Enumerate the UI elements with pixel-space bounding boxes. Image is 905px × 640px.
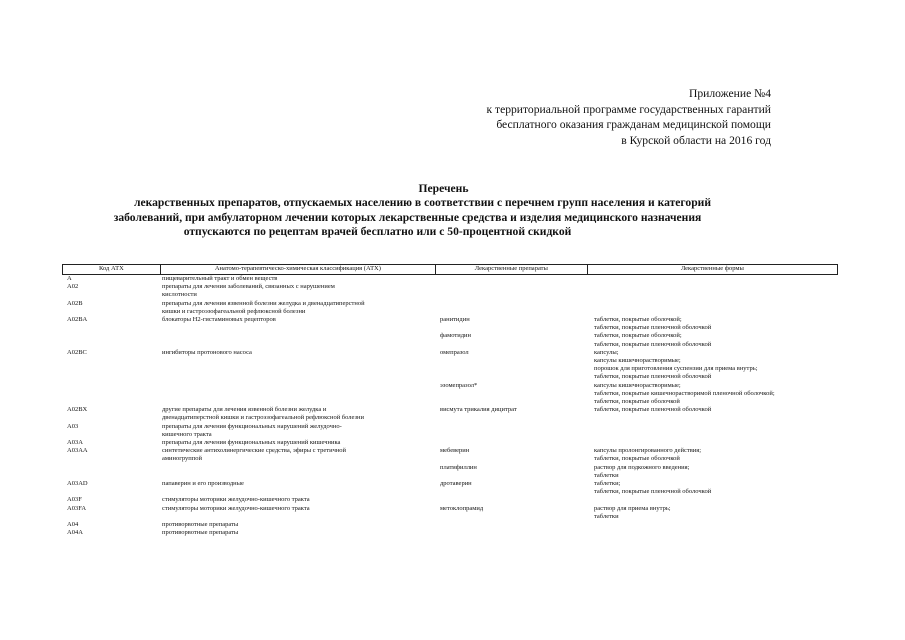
drug-name-cell-line: ранитидин: [440, 316, 470, 324]
atc-classification-cell-line: аминогруппой: [162, 455, 202, 463]
atc-code-cell: A02BC: [67, 348, 87, 356]
header-dosage-forms: Лекарственные формы: [680, 265, 744, 272]
atc-classification-cell-line: стимуляторы моторики желудочно-кишечного тракта: [162, 496, 310, 504]
drug-name-cell-line: [440, 390, 588, 398]
atc-code-cell: [62, 464, 160, 480]
drug-name-cell-line: [440, 513, 588, 521]
drug-name-cell-line: [440, 398, 588, 406]
dosage-form-cell: [588, 521, 838, 529]
table-row: [62, 275, 838, 283]
atc-code-cell: A04: [67, 521, 79, 529]
atc-classification-cell: [160, 283, 436, 299]
atc-classification-cell-line: ингибиторы протонового насоса: [162, 348, 252, 356]
dosage-form-cell: [588, 275, 838, 283]
atc-code-cell: A02BA: [67, 316, 88, 324]
drug-name-cell: [436, 439, 588, 447]
atc-classification-cell: [160, 406, 436, 422]
drug-name-cell: [436, 275, 588, 283]
dosage-form-cell-line: таблетки, покрытые оболочкой;: [594, 332, 682, 340]
drug-name-cell: [436, 300, 588, 316]
dosage-form-cell-line: раствор для подкожного введения;: [594, 463, 690, 471]
dosage-form-cell-line: капсулы кишечнорастворимые;: [594, 381, 681, 389]
header-atc-code: Код АТХ: [63, 265, 161, 274]
atc-classification-cell: [160, 423, 436, 439]
dosage-form-cell: [588, 316, 838, 332]
table-row: [62, 505, 838, 521]
atc-classification-cell: [160, 480, 436, 496]
atc-classification-cell-line: другие препараты для лечения язвенной болезни желудка и: [162, 406, 327, 414]
document-title: [0, 182, 905, 240]
atc-classification-cell-line: кишечного тракта: [162, 430, 212, 438]
appendix-program-line: к территориальной программе государственных гарантий: [486, 102, 771, 116]
drug-name-cell: [436, 447, 588, 463]
atc-classification-cell-line: препараты для лечения заболеваний, связанных с нарушением: [162, 283, 335, 291]
drug-name-cell-line: [440, 357, 588, 365]
appendix-region-year-line: в Курской области на 2016 год: [621, 133, 771, 147]
atc-classification-cell-line: блокаторы H2-гистаминовых рецепторов: [162, 316, 276, 324]
dosage-form-cell-line: порошок для приготовления суспензии для приема внутрь;: [594, 365, 758, 373]
dosage-form-cell: [588, 529, 838, 537]
dosage-form-cell: [588, 423, 838, 439]
drug-name-cell-line: мебеверин: [440, 447, 470, 455]
appendix-number: Приложение №4: [689, 87, 771, 100]
atc-classification-cell: [160, 439, 436, 447]
atc-classification-cell-line: препараты для лечения язвенной болезни желудка и двенадцатиперстной: [162, 299, 365, 307]
atc-classification-cell: [160, 447, 436, 463]
drug-name-cell: [436, 316, 588, 332]
drug-name-cell: [436, 464, 588, 480]
drug-name-cell-line: [440, 472, 588, 480]
dosage-form-cell-line: таблетки, покрытые пленочной оболочкой: [594, 406, 712, 414]
atc-code-cell: A03: [67, 422, 79, 430]
drug-name-cell-line: [440, 455, 588, 463]
atc-classification-cell-line: двенадцатиперстной кишки и гастроэзофагеальной рефлюксной болезни: [162, 414, 364, 422]
dosage-form-cell: [588, 406, 838, 422]
drug-name-cell-line: [440, 341, 588, 349]
dosage-form-cell-line: таблетки, покрытые пленочной оболочкой: [594, 324, 712, 332]
atc-classification-cell: [160, 275, 436, 283]
atc-classification-cell: [160, 382, 436, 407]
atc-classification-cell: [160, 529, 436, 537]
dosage-form-cell-line: таблетки: [594, 512, 619, 520]
atc-classification-cell: [160, 496, 436, 504]
table-row: [62, 349, 838, 382]
drug-name-cell-line: [440, 324, 588, 332]
drug-name-cell: [436, 505, 588, 521]
dosage-form-cell-line: таблетки, покрытые кишечнорастворимой пленочной оболочкой;: [594, 389, 775, 397]
table-row: [62, 300, 838, 316]
title-line-3: заболеваний, при амбулаторном лечении которых лекарственные средства и изделия медицинского назначения: [113, 210, 702, 224]
drug-name-cell-line: [440, 373, 588, 381]
drug-name-cell-line: метоклопрамид: [440, 504, 484, 512]
table-row: [62, 382, 838, 407]
dosage-form-cell-line: таблетки, покрытые оболочкой;: [594, 316, 682, 324]
header-drugs: Лекарственные препараты: [436, 265, 588, 274]
appendix-assistance-line: бесплатного оказания гражданам медицинской помощи: [496, 118, 771, 131]
title-line-2: лекарственных препаратов, отпускаемых населению в соответствии с перечнем групп населения и категорий: [133, 196, 712, 210]
appendix-header: [486, 86, 771, 148]
atc-code-cell: A03AD: [67, 480, 88, 488]
atc-classification-cell-line: кишки и гастроэзофагеальной рефлюксной болезни: [162, 307, 306, 315]
atc-code-cell: A04A: [67, 529, 83, 537]
dosage-form-cell: [588, 332, 838, 348]
table-row: [62, 496, 838, 504]
atc-classification-cell-line: стимуляторы моторики желудочно-кишечного тракта: [162, 504, 310, 512]
atc-classification-cell-line: препараты для лечения функциональных нарушений кишечника: [162, 439, 341, 447]
drug-name-cell-line: [440, 488, 588, 496]
dosage-form-cell-line: раствор для приема внутрь;: [594, 504, 671, 512]
atc-classification-cell: [160, 332, 436, 348]
table-row: [62, 521, 838, 529]
drug-name-cell: [436, 496, 588, 504]
title-heading: Перечень: [418, 182, 469, 195]
table-row: [62, 316, 838, 332]
atc-code-cell: A03A: [67, 439, 83, 447]
atc-classification-cell: [160, 464, 436, 480]
atc-code-cell: A03F: [67, 496, 82, 504]
dosage-form-cell: [588, 382, 838, 407]
atc-code-cell: A02: [67, 283, 79, 291]
table-header-row: [62, 264, 838, 275]
atc-code-cell: A02B: [67, 299, 83, 307]
dosage-form-cell-line: капсулы;: [594, 348, 619, 356]
drug-name-cell-line: [440, 365, 588, 373]
dosage-form-cell-line: таблетки;: [594, 480, 621, 488]
drug-name-cell-line: эзомепразол*: [440, 381, 478, 389]
table-row: [62, 464, 838, 480]
atc-classification-cell-line: пищеварительный тракт и обмен веществ: [162, 275, 278, 282]
dosage-form-cell-line: капсулы пролонгированного действия;: [594, 447, 702, 455]
dosage-form-cell: [588, 439, 838, 447]
atc-classification-cell: [160, 349, 436, 382]
atc-classification-cell-line: папаверин и его производные: [162, 480, 244, 488]
drug-name-cell: [436, 423, 588, 439]
table-row: [62, 423, 838, 439]
dosage-form-cell-line: таблетки, покрытые пленочной оболочкой: [594, 340, 712, 348]
drug-name-cell: [436, 521, 588, 529]
dosage-form-cell-line: таблетки, покрытые оболочкой: [594, 455, 680, 463]
atc-classification-cell-line: препараты для лечения функциональных нарушений желудочно-: [162, 422, 342, 430]
header-atc-classification: Анатомо-терапевтическо-химическая классификация (АТХ): [161, 265, 436, 274]
atc-code-cell: [62, 332, 160, 348]
atc-classification-cell-line: кислотности: [162, 291, 197, 299]
drug-name-cell: [436, 283, 588, 299]
dosage-form-cell: [588, 464, 838, 480]
dosage-form-cell: [588, 447, 838, 463]
drug-name-cell: [436, 332, 588, 348]
dosage-form-cell-line: таблетки: [594, 471, 619, 479]
table-row: [62, 447, 838, 463]
atc-classification-cell: [160, 521, 436, 529]
dosage-form-cell: [588, 505, 838, 521]
atc-classification-cell-line: противорвотные препараты: [162, 529, 239, 537]
drug-name-cell: [436, 480, 588, 496]
drug-name-cell-line: омепразол: [440, 348, 469, 356]
atc-classification-cell-line: противорвотные препараты: [162, 521, 239, 529]
atc-code-cell: [62, 382, 160, 407]
title-line-4: отпускаются по рецептам врачей бесплатно или с 50-процентной скидкой: [183, 225, 572, 239]
table-row: [62, 529, 838, 537]
table-row: [62, 439, 838, 447]
drug-name-cell: [436, 529, 588, 537]
drug-name-cell: [436, 349, 588, 382]
dosage-form-cell: [588, 496, 838, 504]
dosage-form-cell-line: таблетки, покрытые оболочкой: [594, 398, 680, 406]
drug-name-cell: [436, 382, 588, 407]
atc-code-cell: A: [67, 275, 72, 282]
drug-name-cell: [436, 406, 588, 422]
table-row: [62, 332, 838, 348]
atc-classification-cell: [160, 316, 436, 332]
atc-classification-cell: [160, 505, 436, 521]
dosage-form-cell: [588, 300, 838, 316]
table-row: [62, 406, 838, 422]
dosage-form-cell-line: таблетки, покрытые пленочной оболочкой: [594, 373, 712, 381]
dosage-form-cell: [588, 480, 838, 496]
drug-list-table: [62, 264, 838, 538]
atc-code-cell: A03FA: [67, 504, 87, 512]
table-row: [62, 480, 838, 496]
drug-name-cell-line: дротаверин: [440, 480, 472, 488]
atc-code-cell: A02BX: [67, 406, 88, 414]
atc-classification-cell: [160, 300, 436, 316]
atc-code-cell: A03AA: [67, 447, 88, 455]
dosage-form-cell: [588, 283, 838, 299]
dosage-form-cell-line: капсулы кишечнорастворимые;: [594, 357, 681, 365]
dosage-form-cell: [588, 349, 838, 382]
dosage-form-cell-line: таблетки, покрытые пленочной оболочкой: [594, 488, 712, 496]
drug-name-cell-line: фамотидин: [440, 332, 471, 340]
atc-classification-cell-line: синтетические антихолинергические средства, эфиры с третичной: [162, 447, 347, 455]
drug-name-cell-line: висмута трикалия дицитрат: [440, 406, 517, 414]
table-body: [62, 275, 838, 538]
table-row: [62, 283, 838, 299]
drug-name-cell-line: платифиллин: [440, 463, 477, 471]
